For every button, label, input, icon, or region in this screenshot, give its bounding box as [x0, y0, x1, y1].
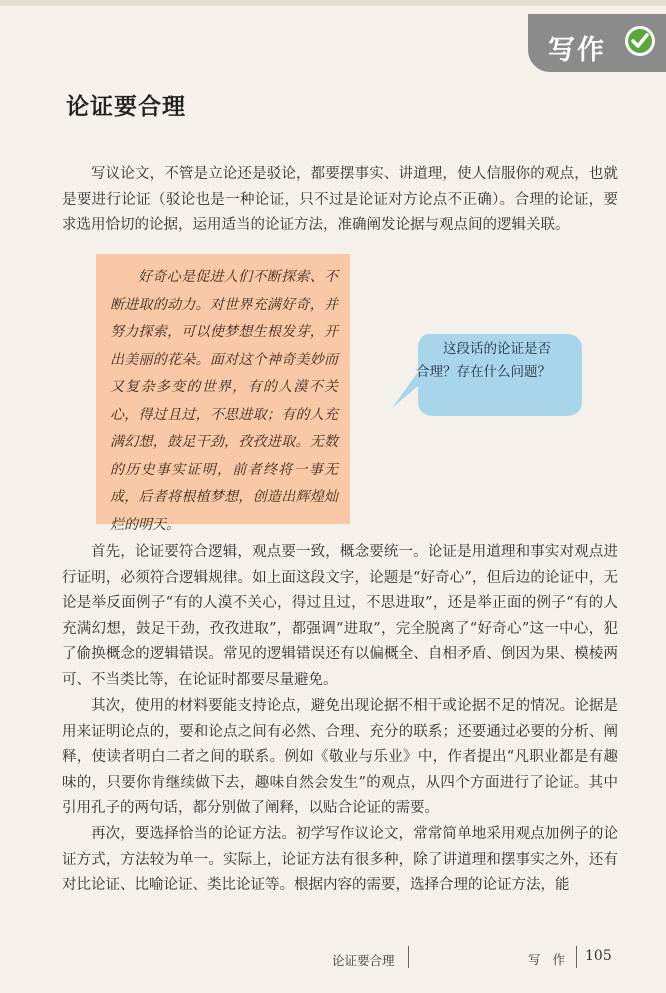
footer-chapter-title: 论证要合理: [332, 953, 395, 968]
paragraph-second: 其次，使用的材料要能支持论点，避免出现论据不相干或论据不足的情况。论据是用来证明论点的，要和论点之间有必然、合理、充分的联系；还要通过必要的分析、阐释，使读者明白二者之间的联系。例如《敬业与乐业》中，作者提出“凡职业都是有趣味的，只要你肯继续做下去，趣味自然会发生”的观点，从四个方面进行了论证。其中引用孔子的两句话，都分别做了阐释，以贴合论证的需要。: [62, 698, 618, 816]
section-tab-label: 写作: [548, 35, 606, 66]
footer-divider: [576, 946, 577, 968]
section-tab: [528, 14, 666, 72]
paragraph-first: 首先，论证要符合逻辑，观点要一致，概念要统一。论证是用道理和事实对观点进行证明，必须符合逻辑规律。如上面这段文字，论题是“好奇心”，但后边的论证中，无论是举反面例子“有的人漠不关心，得过且过，不思进取”，还是举正面的例子“有的人充满幻想，鼓足干劲，孜孜进取”，都强调“进取”，完全脱离了“好奇心”这一中心，犯了偷换概念的逻辑错误。常见的逻辑错误还有以偏概全、自相矛盾、倒因为果、模棱两可、不当类比等，在论证时都要尽量避免。: [62, 544, 618, 688]
footer-divider: [408, 946, 409, 968]
intro-paragraph: 写议论文，不管是立论还是驳论，都要摆事实、讲道理，使人信服你的观点，也就是要进行论证（驳论也是一种论证，只不过是论证对方论点不正确）。合理的论证，要求选用恰切的论据，运用适当的论证方法，准确阐发论据与观点间的逻辑关联。: [62, 166, 618, 233]
page-title: 论证要合理: [66, 94, 186, 120]
callout-question: 这段话的论证是否合理？存在什么问题？: [416, 341, 551, 380]
check-circle-icon: [623, 24, 657, 58]
page-number: 105: [585, 948, 612, 964]
footer-section-label: 写 作: [528, 952, 569, 967]
example-passage-text: 好奇心是促进人们不断探索、不断进取的动力。对世界充满好奇，并努力探索，可以使梦想生根发芽，开出美丽的花朵。面对这个神奇美妙而又复杂多变的世界，有的人漠不关心，得过且过，不思进取；有的人充满幻想，鼓足干劲，孜孜进取。无数的历史事实证明，前者终将一事无成，后者将根植梦想，创造出辉煌灿烂的明天。: [110, 269, 338, 533]
paragraph-third: 再次，要选择恰当的论证方法。初学写作议论文，常常简单地采用观点加例子的论证方式，方法较为单一。实际上，论证方法有很多种，除了讲道理和摆事实之外，还有对比论证、比喻论证、类比论证等。根据内容的需要，选择合理的论证方法，能: [62, 826, 618, 893]
top-edge-strip: [0, 0, 666, 6]
example-passage-box: [96, 254, 350, 533]
